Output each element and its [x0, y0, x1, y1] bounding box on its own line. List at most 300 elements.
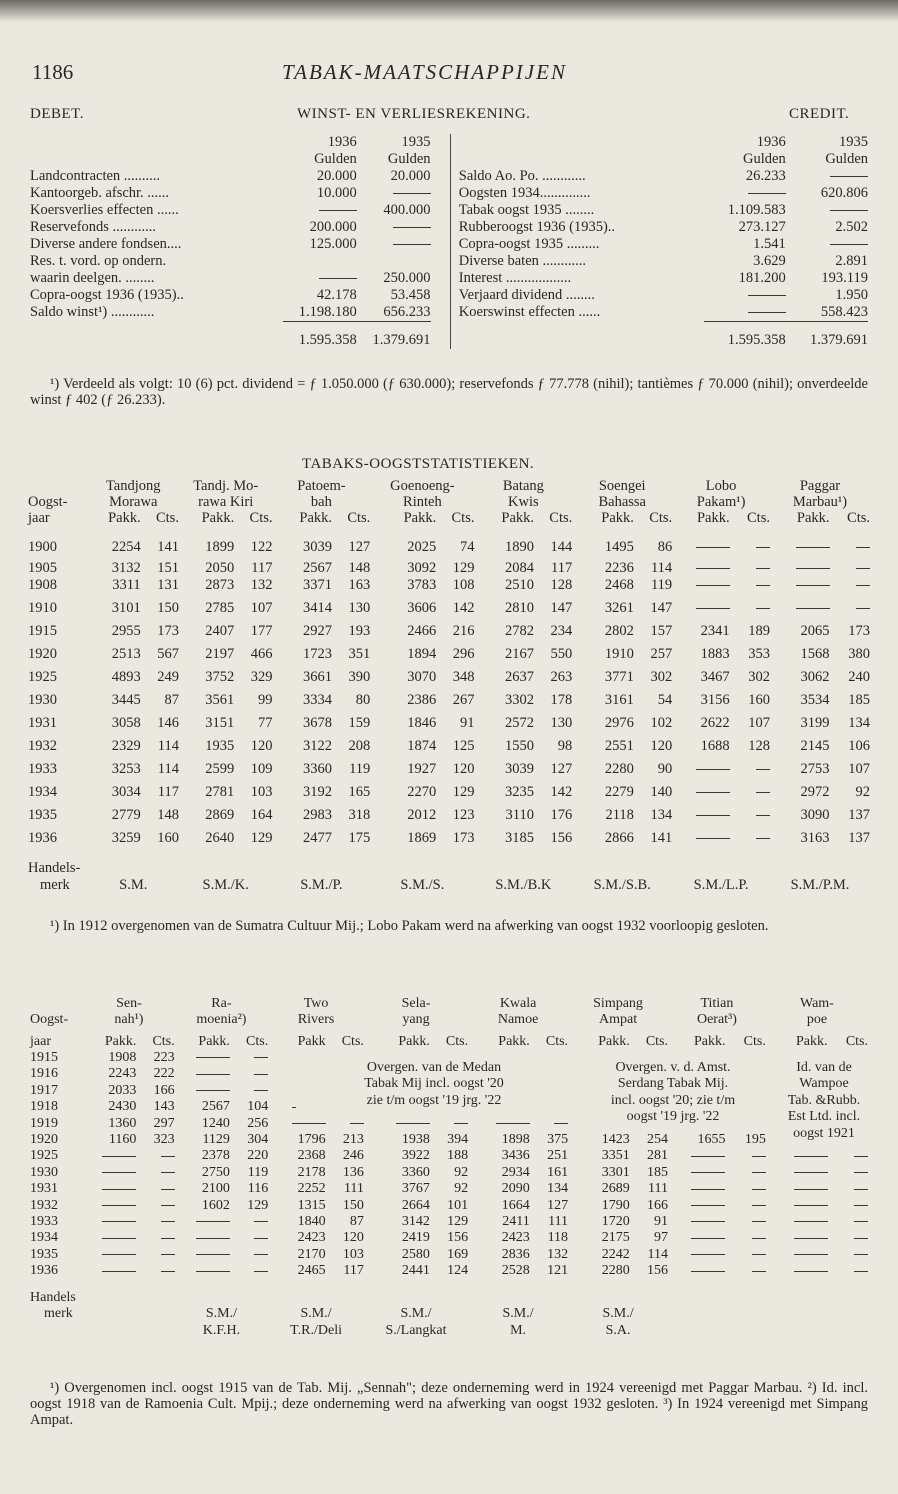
handelsmerk-value: S.M./ — [205, 1306, 237, 1322]
dash-rule — [756, 815, 770, 816]
unit-cts: Cts. — [152, 1034, 175, 1049]
estate-name: Tandj. Mo- — [193, 478, 259, 494]
gap — [431, 253, 451, 270]
debet-1936 — [283, 202, 357, 219]
debet-1935 — [357, 185, 431, 202]
note-serdang: incl. oogst '20; zie t/m — [568, 1093, 778, 1109]
estate-name: Marbau¹) — [792, 494, 848, 510]
dash-rule — [696, 568, 730, 569]
cts-value: 161 — [547, 1164, 569, 1180]
cts-value: 466 — [250, 646, 273, 662]
unit-pakk: Pakk. — [403, 510, 437, 526]
estate-name: Pakam¹) — [696, 494, 746, 510]
dash-rule — [196, 1057, 230, 1058]
dash-rule — [796, 547, 830, 548]
cts-value: 323 — [153, 1132, 175, 1148]
cts-value: 240 — [848, 669, 870, 685]
pakk-value: 2090 — [501, 1181, 530, 1197]
cts-value — [725, 1230, 765, 1246]
pakk-value: 2423 — [501, 1230, 530, 1246]
pakk-value: 2753 — [800, 761, 830, 777]
dash-rule — [691, 1254, 725, 1255]
wv-row — [30, 287, 868, 304]
pakk-value — [672, 781, 729, 804]
cts-value: 159 — [348, 715, 371, 731]
gap — [431, 270, 451, 287]
oogst-row — [28, 781, 870, 804]
pakk-value: 2252 — [297, 1181, 326, 1197]
blank — [668, 1306, 868, 1322]
estate-name: yang — [402, 1012, 430, 1027]
pakk-value: 2477 — [303, 830, 333, 846]
scan-edge — [0, 0, 898, 22]
cts-value — [230, 1230, 268, 1246]
gap — [431, 304, 451, 322]
estate-name: Bahassa — [598, 494, 646, 510]
pakk-value: 3771 — [604, 669, 634, 685]
pakk-value: 3302 — [505, 692, 534, 708]
debet-1935: 53.458 — [390, 287, 431, 303]
cts-value: 124 — [447, 1263, 469, 1279]
pakk-value: 1790 — [601, 1197, 630, 1213]
cts-value — [730, 526, 770, 559]
cts-value — [136, 1181, 174, 1197]
unit-pakk: Pakk. — [104, 1034, 137, 1049]
cts-value: 86 — [657, 539, 673, 555]
debet-label: Reservefonds ............ — [30, 219, 157, 235]
cts-value: 107 — [748, 715, 770, 731]
handelsmerk-value: T.R./Deli — [290, 1322, 342, 1338]
credit-label: Diverse baten ............ — [458, 253, 587, 269]
estate-name: Two — [303, 996, 329, 1011]
cts-value: 390 — [348, 669, 371, 685]
dash-rule — [796, 568, 830, 569]
cts-value: 222 — [153, 1066, 175, 1082]
dash-rule — [254, 1057, 268, 1058]
pakk-value: 2802 — [604, 623, 634, 639]
cts-value: 129 — [247, 1197, 269, 1213]
handelsmerk-value: S.M./P.M. — [790, 877, 850, 893]
gap — [431, 202, 451, 219]
cts-value: 160 — [748, 692, 770, 708]
pakk-value — [672, 804, 729, 827]
cts-value — [725, 1165, 765, 1181]
oogst-row — [30, 1198, 868, 1214]
year: 1930 — [30, 1164, 58, 1180]
credit-label: Koerswinst effecten ...... — [458, 304, 601, 321]
pakk-value: 3151 — [205, 715, 235, 731]
pakk-value — [766, 1148, 828, 1164]
pakk-value: 3606 — [407, 600, 437, 616]
pakk-value: 2423 — [297, 1230, 326, 1246]
pakk-value: 1894 — [407, 646, 437, 662]
spacer — [455, 322, 704, 333]
cts-value — [725, 1148, 765, 1164]
dash-rule — [454, 1123, 468, 1124]
pakk-value: 3922 — [401, 1148, 430, 1164]
pakk-value: 2580 — [401, 1246, 430, 1262]
estate-name: Soengei — [598, 478, 646, 494]
first-col: jaar — [28, 510, 50, 526]
cts-value: 104 — [247, 1099, 269, 1115]
dash-rule — [748, 295, 786, 296]
note-wampoe: Wampoe — [778, 1076, 870, 1092]
oogst2-footnote: ¹) Overgenomen incl. oogst 1915 van de Tab. Mij. „Sennah"; deze onderneming werd in 1924 vereenigd met Paggar Marbau. ²) Id. incl. oogst 1918 van de Ramoenia Cult. Mpij.; deze onderneming werd na afwerking van oogst 1932 gesloten. ³) In 1924 vereenigd met Simpang Ampat. — [30, 1380, 868, 1428]
estate-name: Oerat³) — [696, 1012, 737, 1027]
pakk-value: 2750 — [201, 1164, 230, 1180]
cts-value: 142 — [550, 784, 573, 800]
pakk-value: 3436 — [501, 1148, 530, 1164]
dash-rule — [748, 193, 786, 194]
oogst-row — [30, 1165, 868, 1181]
cts-value — [430, 1116, 468, 1132]
credit-1935: 620.806 — [820, 185, 868, 201]
cts-value: 120 — [250, 738, 273, 754]
debet-1935 — [357, 236, 431, 253]
pakk-value: 1240 — [201, 1115, 230, 1131]
credit-label: CREDIT. — [789, 106, 850, 122]
pakk-value: 3253 — [111, 761, 141, 777]
spacer — [357, 322, 431, 333]
cts-value: 195 — [744, 1132, 766, 1148]
dash-rule — [102, 1172, 136, 1173]
unit-cts: Cts. — [847, 510, 870, 526]
pakk-value — [672, 758, 729, 781]
wv-unit-row — [30, 151, 868, 168]
cts-value — [730, 827, 770, 850]
dash-rule — [161, 1189, 175, 1190]
dash-rule — [161, 1205, 175, 1206]
dash-rule — [756, 792, 770, 793]
dash-rule — [696, 585, 730, 586]
cts-value: 128 — [748, 738, 770, 754]
dash-rule — [319, 210, 357, 211]
pakk-value: 1723 — [303, 646, 333, 662]
dash-rule — [496, 1123, 530, 1124]
debet-label: Res. t. vord. op ondern. — [30, 253, 167, 269]
cts-value: 156 — [647, 1263, 669, 1279]
pakk-value: 2779 — [111, 807, 141, 823]
pakk-value: 1720 — [601, 1214, 630, 1230]
dash-rule — [393, 227, 431, 228]
pakk-value: 3092 — [407, 560, 437, 576]
pakk-value: 2280 — [601, 1263, 630, 1279]
cts-value: 102 — [650, 715, 673, 731]
wv-footnote: ¹) Verdeeld als volgt: 10 (6) pct. dividend = ƒ 1.050.000 (ƒ 630.000); reservefonds ƒ 77.778 (nihil); tantièmes ƒ 70.000 (nihil); onverdeelde winst ƒ 402 (ƒ 26.233). — [30, 376, 868, 408]
dash-rule — [196, 1254, 230, 1255]
pakk-value: 3414 — [303, 600, 333, 616]
dash-rule — [854, 1156, 868, 1157]
unit-pakk: Pakk. — [796, 1034, 828, 1049]
pakk-value: 2341 — [700, 623, 730, 639]
unit-pakk: Pakk. — [501, 510, 534, 526]
cts-value: 97 — [654, 1230, 669, 1246]
pakk-value: 2866 — [604, 830, 634, 846]
cts-value: 129 — [452, 560, 475, 576]
cts-value: 176 — [550, 807, 573, 823]
unit-pakk: Pakk. — [398, 1034, 430, 1049]
wv-row — [30, 185, 868, 202]
handelsmerk-label: Handels- — [28, 860, 81, 876]
pakk-value: 2637 — [505, 669, 534, 685]
cts-value: 150 — [342, 1197, 364, 1213]
estate-name: Sen- — [116, 996, 142, 1011]
dash-rule — [854, 1221, 868, 1222]
first-col: jaar — [30, 1034, 51, 1049]
unit-cts: Cts. — [155, 510, 179, 526]
cts-value: 189 — [748, 623, 770, 639]
blank — [83, 1280, 268, 1306]
pakk-value: 1550 — [505, 738, 534, 754]
pakk-value: 2279 — [604, 784, 634, 800]
note-serdang: Overgen. v. d. Amst. — [568, 1060, 778, 1076]
year: 1900 — [28, 539, 57, 555]
handelsmerk-label: merk — [40, 877, 70, 893]
dash-rule — [752, 1238, 766, 1239]
cts-value — [230, 1214, 268, 1230]
note-wampoe: oogst 1921 — [778, 1126, 870, 1142]
cts-value: 127 — [547, 1197, 569, 1213]
estate-name: Namoe — [497, 1012, 539, 1027]
blank — [30, 332, 283, 349]
cts-value: 148 — [157, 807, 179, 823]
cts-value — [830, 594, 870, 620]
year: 1936 — [28, 830, 57, 846]
estate-name: Kwala — [499, 996, 537, 1011]
cts-value: 263 — [550, 669, 573, 685]
dash-rule — [102, 1238, 136, 1239]
year: 1932 — [30, 1197, 58, 1213]
cts-value: 130 — [550, 715, 573, 731]
dash-rule — [756, 568, 770, 569]
handelsmerk-value: S.M./K. — [202, 877, 249, 893]
note-serdang: Serdang Tabak Mij. — [568, 1076, 778, 1092]
cts-value: 129 — [250, 830, 273, 846]
handelsmerk-value: S.M./P. — [300, 877, 343, 893]
pakk-value — [83, 1181, 136, 1197]
cts-value — [730, 758, 770, 781]
pakk-value — [766, 1214, 828, 1230]
cts-value: 125 — [452, 738, 475, 754]
pakk-value: 2118 — [605, 807, 634, 823]
cts-value: 90 — [657, 761, 673, 777]
estate-name: Goenoeng- — [390, 478, 455, 494]
dash-rule — [752, 1189, 766, 1190]
unit-cts: Cts. — [249, 510, 273, 526]
cts-value: 137 — [848, 830, 870, 846]
pakk-value — [175, 1214, 230, 1230]
cts-value: 117 — [343, 1263, 364, 1279]
unit-pakk: Pakk. — [201, 510, 235, 526]
year: 1934 — [30, 1230, 58, 1246]
pakk-value: 2869 — [205, 807, 235, 823]
cts-value: 394 — [447, 1132, 469, 1148]
cts-value: 74 — [459, 539, 475, 555]
dash-rule — [102, 1156, 136, 1157]
pakk-value — [770, 526, 830, 559]
pakk-value: 2782 — [505, 623, 534, 639]
estate-name: nah¹) — [114, 1012, 144, 1027]
pakk-value: 1869 — [407, 830, 437, 846]
pakk-value: 3090 — [800, 807, 830, 823]
year: 1932 — [28, 738, 57, 754]
pakk-value: 2567 — [201, 1099, 230, 1115]
pakk-value: 3301 — [601, 1164, 630, 1180]
debet-1936 — [283, 270, 357, 287]
dash-rule — [752, 1205, 766, 1206]
cts-value — [725, 1181, 765, 1197]
cts-value: 141 — [650, 830, 673, 846]
unit-cts: Cts. — [347, 510, 371, 526]
pakk-value: 2025 — [407, 539, 437, 555]
pakk-value — [83, 1230, 136, 1246]
pakk-value: 1846 — [407, 715, 437, 731]
dash-rule — [396, 1123, 430, 1124]
pakk-value: 3039 — [303, 539, 333, 555]
estate-name: Batang — [502, 478, 544, 494]
pakk-value: 2664 — [401, 1197, 430, 1213]
gap — [431, 151, 451, 168]
dash-rule — [691, 1172, 725, 1173]
cts-value: 256 — [247, 1115, 269, 1131]
handelsmerk-value: S.M./S. — [400, 877, 445, 893]
cts-value — [730, 559, 770, 577]
estate-name: Kwis — [508, 494, 539, 510]
pakk-value: 2955 — [111, 623, 141, 639]
pakk-value: 2050 — [205, 560, 235, 576]
dash-rule — [691, 1221, 725, 1222]
pakk-value: 1890 — [505, 539, 534, 555]
year: 1933 — [30, 1214, 58, 1230]
pakk-value: 1935 — [205, 738, 235, 754]
pakk-value: 2622 — [700, 715, 730, 731]
pakk-value: 2178 — [297, 1164, 326, 1180]
pakk-value: 2430 — [108, 1099, 137, 1115]
pakk-value: 3163 — [800, 830, 830, 846]
estate-name: Patoem- — [297, 478, 346, 494]
cts-value: 119 — [349, 761, 371, 777]
credit-1936: 1.109.583 — [727, 202, 786, 218]
credit-1936: 26.233 — [745, 168, 786, 184]
cts-value — [725, 1247, 765, 1263]
pakk-value — [766, 1165, 828, 1181]
oogst2-head-row — [30, 1012, 868, 1028]
wv-row — [30, 253, 868, 270]
unit-pakk: Pakk. — [299, 510, 333, 526]
cts-value — [326, 1116, 364, 1132]
year: 1905 — [28, 560, 57, 576]
pakk-value: 3534 — [800, 692, 830, 708]
spacer — [431, 322, 451, 333]
cts-value: 129 — [447, 1214, 469, 1230]
dash-rule — [830, 176, 868, 177]
year-1936: 1936 — [756, 134, 786, 150]
cts-value: 111 — [648, 1181, 669, 1197]
cts-value — [530, 1116, 568, 1132]
handelsmerk-value: S./Langkat — [385, 1322, 447, 1338]
cts-value — [725, 1198, 765, 1214]
credit-1936: 1.541 — [753, 236, 786, 252]
first-col — [30, 996, 83, 1012]
dash-rule — [254, 1221, 268, 1222]
cts-value: 318 — [348, 807, 371, 823]
blank — [455, 134, 704, 151]
total-1935: 1.379.691 — [810, 332, 868, 348]
estate-name: moenia²) — [196, 1012, 247, 1027]
pakk-value — [770, 594, 830, 620]
dash-rule — [696, 547, 730, 548]
cts-value — [725, 1214, 765, 1230]
oogst-row — [28, 758, 870, 781]
dash-rule — [794, 1254, 828, 1255]
pakk-value: 2572 — [505, 715, 534, 731]
note-wampoe: Id. van de — [778, 1060, 870, 1076]
cts-value: 114 — [157, 738, 179, 754]
pakk-value: 2236 — [604, 560, 634, 576]
cts-value: 91 — [654, 1214, 669, 1230]
oogst-row — [28, 712, 870, 735]
year: 1920 — [28, 646, 57, 662]
unit-cts: Cts. — [341, 1034, 364, 1049]
cts-value — [830, 526, 870, 559]
cts-value: 148 — [348, 560, 371, 576]
pakk-value: 2084 — [505, 560, 534, 576]
cts-value: 132 — [250, 577, 273, 593]
dash-rule — [854, 1205, 868, 1206]
estate-name: Tandjong — [105, 478, 161, 494]
dash-rule — [830, 210, 868, 211]
oogst-row — [28, 577, 870, 594]
estate-name: Simpang — [593, 996, 643, 1011]
cts-value: 216 — [452, 623, 475, 639]
first-col — [28, 478, 88, 494]
credit-label: Tabak oogst 1935 ........ — [458, 202, 595, 218]
cts-value — [828, 1198, 868, 1214]
dash-rule — [691, 1189, 725, 1190]
pakk-value — [672, 577, 729, 594]
cts-value: 220 — [247, 1148, 269, 1164]
unit-cts: Cts. — [545, 1034, 569, 1049]
dash-rule — [748, 312, 786, 313]
cts-value: 166 — [647, 1197, 669, 1213]
oogst-row — [28, 804, 870, 827]
cts-value: 234 — [550, 623, 573, 639]
blank — [30, 151, 283, 168]
pakk-value: 3132 — [111, 560, 141, 576]
handelsmerk-value: S.M./L.P. — [693, 877, 749, 893]
pakk-value: 2873 — [205, 577, 235, 593]
oogst2-unit-row — [30, 1028, 868, 1050]
pakk-value: 2411 — [502, 1214, 530, 1230]
cts-value: 185 — [647, 1164, 669, 1180]
dash-rule — [794, 1172, 828, 1173]
cts-value — [828, 1181, 868, 1197]
dash-rule — [696, 769, 730, 770]
total-1936: 1.595.358 — [727, 332, 786, 348]
pakk-value: 1898 — [501, 1132, 530, 1148]
cts-value: 123 — [452, 807, 475, 823]
pakk-value — [268, 1116, 325, 1132]
oogst-row — [30, 1230, 868, 1246]
pakk-value: 2419 — [401, 1230, 430, 1246]
handelsmerk-value: S.M./ — [602, 1306, 634, 1322]
credit-1936 — [704, 304, 786, 322]
pakk-value: 2927 — [303, 623, 333, 639]
pakk-value: 2033 — [108, 1082, 137, 1098]
cts-value — [730, 577, 770, 594]
dash-rule — [856, 608, 870, 609]
handelsmerk-value: S.M./ — [400, 1306, 432, 1322]
